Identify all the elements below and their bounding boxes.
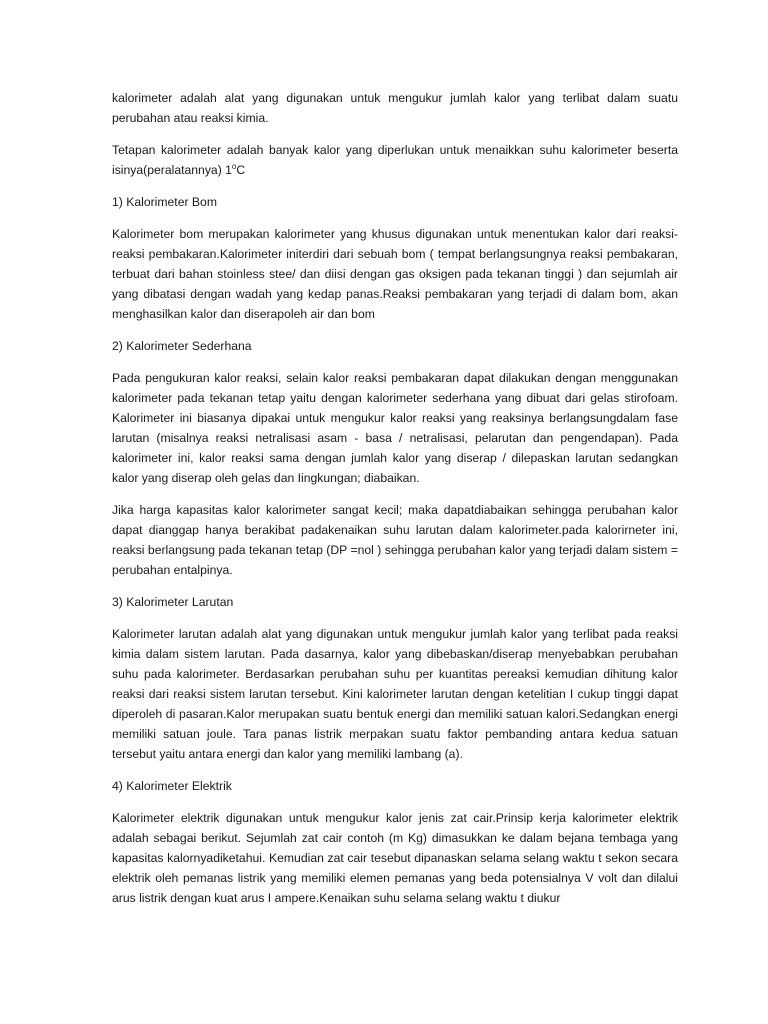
tetapan-text: Tetapan kalorimeter adalah banyak kalor yang diperlukan untuk menaikkan suhu kalorimeter beserta isinya(peralatannya) 1	[112, 143, 678, 177]
section-paragraph-larutan: Kalorimeter larutan adalah alat yang digunakan untuk mengukur jumlah kalor yang terlibat pada reaksi kimia dalam sistem larutan. Pada dasarnya, kalor yang dibebaskan/diserap menyebabkan perubahan suhu pada kalorimeter. Berdasarkan perubahan suhu per kuantitas pereaksi kemudian dihitung kalor reaksi dari reaksi sistem larutan tersebut. Kini kalorimeter larutan dengan ketelitian I cukup tinggi dapat diperoleh di pasaran.Kalor merupakan suatu bentuk energi dan memiliki satuan kalori.Sedangkan energi memiliki satuan joule. Tara panas listrik merpakan suatu faktor pembanding antara kedua satuan tersebut yaitu antara energi dan kalor yang memiliki lambang (a).	[112, 627, 678, 761]
document-page	[112, 88, 678, 920]
section-heading-elektrik: 4) Kalorimeter Elektrik	[112, 779, 232, 793]
degree-superscript: o	[231, 161, 237, 171]
section-heading-bom: 1) Kalorimeter Bom	[112, 195, 217, 209]
tetapan-paragraph	[112, 140, 678, 180]
section-heading-sederhana: 2) Kalorimeter Sederhana	[112, 339, 252, 353]
section-paragraph-bom: Kalorimeter bom merupakan kalorimeter yang khusus digunakan untuk menentukan kalor dari reaksi-reaksi pembakaran.Kalorimeter initerdiri dari sebuah bom ( tempat berlangsungnya reaksi pembakaran, terbuat dari bahan stoinless stee/ dan diisi dengan gas oksigen pada tekanan tinggi ) dan sejumlah air yang dibatasi dengan wadah yang kedap panas.Reaksi pembakaran yang terjadi di dalam bom, akan menghasilkan kalor dan diserapoleh air dan bom	[112, 227, 678, 321]
section-paragraph-sederhana-1: Pada pengukuran kalor reaksi, selain kalor reaksi pembakaran dapat dilakukan dengan menggunakan kalorimeter pada tekanan tetap yaitu dengan kalorimeter sederhana yang dibuat dari gelas stirofoam. Kalorimeter ini biasanya dipakai untuk mengukur kalor reaksi yang reaksinya berlangsungdalam fase larutan (misalnya reaksi netralisasi asam - basa / netralisasi, pelarutan dan pengendapan). Pada kalorimeter ini, kalor reaksi sama dengan jumlah kalor yang diserap / dilepaskan larutan sedangkan kalor yang diserap oleh gelas dan Iingkungan; diabaikan.	[112, 371, 678, 485]
section-heading-larutan: 3) Kalorimeter Larutan	[112, 595, 234, 609]
section-paragraph-elektrik: Kalorimeter elektrik digunakan untuk mengukur kalor jenis zat cair.Prinsip kerja kalorimeter elektrik adalah sebagai berikut. Sejumlah zat cair contoh (m Kg) dimasukkan ke dalam bejana tembaga yang kapasitas kalornyadiketahui. Kemudian zat cair tesebut dipanaskan selama selang waktu t sekon secara elektrik oleh pemanas listrik yang memiliki elemen pemanas yang beda potensialnya V volt dan dilalui arus listrik dengan kuat arus I ampere.Kenaikan suhu selama selang waktu t diukur	[112, 811, 678, 905]
intro-paragraph: kalorimeter adalah alat yang digunakan untuk mengukur jumlah kalor yang terlibat dalam suatu perubahan atau reaksi kimia.	[112, 91, 678, 125]
section-paragraph-sederhana-2: Jika harga kapasitas kalor kalorimeter sangat kecil; maka dapatdiabaikan sehingga perubahan kalor dapat dianggap hanya berakibat padakenaikan suhu larutan dalam kalorimeter.pada kalorirneter ini, reaksi berlangsung pada tekanan tetap (DP =nol ) sehingga perubahan kalor yang terjadi dalam sistem = perubahan entalpinya.	[112, 503, 678, 577]
tetapan-unit: C	[236, 163, 246, 177]
